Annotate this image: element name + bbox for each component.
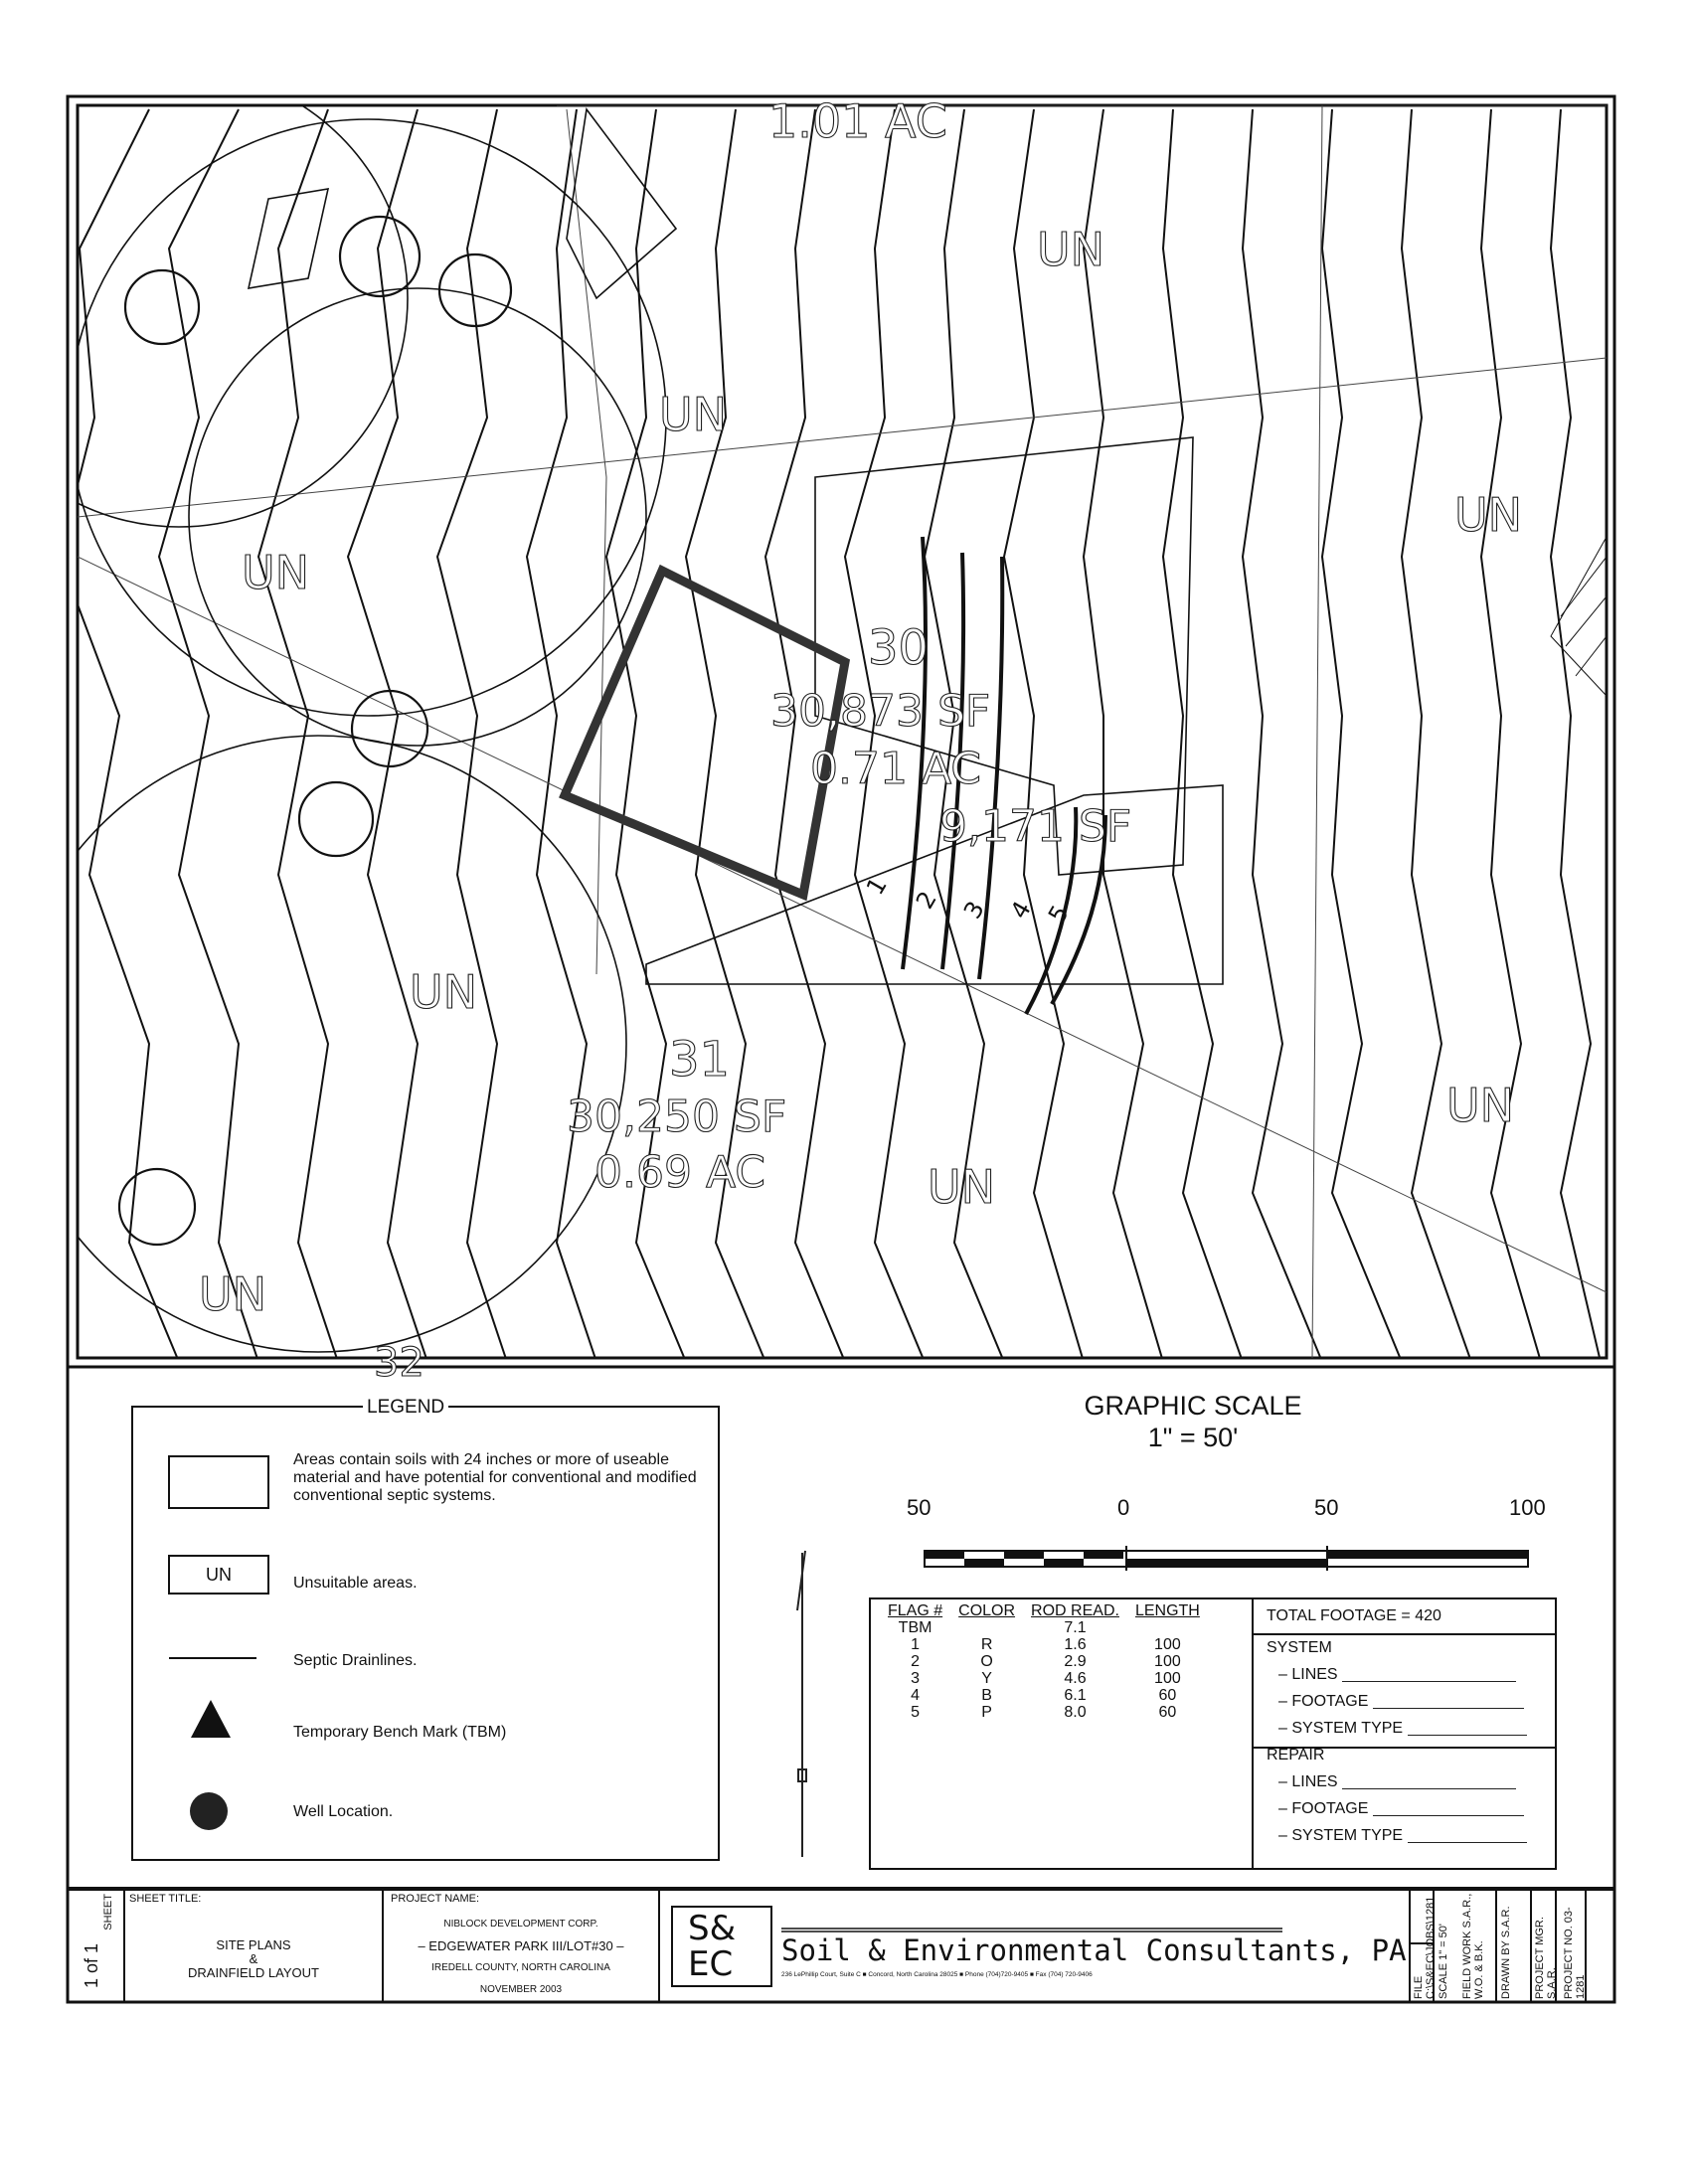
graphic-scale-title — [1074, 1390, 1312, 1453]
rod-cell: 4.6 — [1064, 1670, 1087, 1687]
county: IREDELL COUNTY, NORTH CAROLINA — [431, 1962, 610, 1973]
map-area — [0, 70, 1607, 1386]
flag-table — [880, 1602, 1208, 1721]
lot30-area2: 9,171 SF — [939, 801, 1132, 852]
lot31-sqft: 30,250 SF — [567, 1092, 787, 1142]
system-type-blank — [1408, 1721, 1527, 1736]
length-cell: 60 — [1158, 1687, 1177, 1704]
repair-footage-blank — [1373, 1801, 1524, 1816]
project-name-label: PROJECT NAME: — [391, 1893, 480, 1905]
legend-well-text: Well Location. — [293, 1803, 394, 1820]
repair-label: REPAIR — [1267, 1747, 1325, 1764]
system-label: SYSTEM — [1267, 1639, 1332, 1656]
scale-note: SCALE 1" = 50' — [1438, 1923, 1449, 1999]
length-cell: 100 — [1154, 1670, 1181, 1687]
length-cell — [1127, 1619, 1208, 1636]
color-header: COLOR — [958, 1602, 1016, 1619]
color-cell — [950, 1619, 1023, 1636]
sheet-number: 1 of 1 — [82, 1943, 101, 1989]
total-footage: TOTAL FOOTAGE = 420 — [1267, 1607, 1441, 1624]
flag-header: FLAG # — [888, 1602, 943, 1619]
flag-cell: TBM — [898, 1619, 932, 1636]
logo-bottom: EC — [688, 1944, 734, 1984]
color-cell: O — [980, 1653, 993, 1670]
color-cell: Y — [981, 1670, 992, 1687]
flag-cell: 4 — [911, 1687, 921, 1704]
table-row — [880, 1687, 1208, 1704]
flag-cell: 3 — [911, 1670, 921, 1687]
area-label-un: UN — [410, 965, 478, 1019]
scale-label: 100 — [1509, 1495, 1546, 1520]
rod-cell: 1.6 — [1064, 1636, 1087, 1653]
drainline-number: 5 — [1042, 900, 1075, 927]
table-row — [880, 1704, 1208, 1721]
file-path: FILE C:\S&EC\JOBS\1281 — [1413, 1896, 1437, 1999]
repair-lines-blank — [1342, 1774, 1516, 1789]
flag-cell: 5 — [911, 1704, 921, 1721]
lot31-number: 31 — [669, 1032, 731, 1088]
scale-title: GRAPHIC SCALE — [1084, 1391, 1302, 1421]
north-arrow-icon — [797, 1551, 806, 1857]
area-label-un: UN — [199, 1267, 267, 1321]
sheet-title-line: SITE PLANS — [216, 1937, 291, 1952]
table-row — [880, 1653, 1208, 1670]
scale-ratio: 1" = 50' — [1147, 1423, 1239, 1452]
repair-type-blank — [1408, 1828, 1527, 1843]
length-cell: 60 — [1158, 1704, 1177, 1721]
legend-drainline-text: Septic Drainlines. — [293, 1652, 418, 1669]
table-row — [880, 1619, 1208, 1636]
legend-title: LEGEND — [363, 1397, 448, 1419]
lot31-acres: 0.69 AC — [594, 1147, 766, 1198]
drawn-by: DRAWN BY S.A.R. — [1500, 1906, 1512, 1999]
sheet-label: SHEET — [102, 1894, 114, 1931]
system-footage-label: – FOOTAGE — [1278, 1693, 1369, 1710]
rod-read-header: ROD READ. — [1031, 1602, 1119, 1619]
sheet-title-line: DRAINFIELD LAYOUT — [188, 1965, 319, 1980]
rod-cell: 6.1 — [1064, 1687, 1087, 1704]
logo-top: S& — [688, 1909, 737, 1948]
table-row — [880, 1636, 1208, 1653]
flag-cell: 2 — [911, 1653, 921, 1670]
legend-usable-symbol — [169, 1456, 268, 1508]
lot30-sqft: 30,873 SF — [770, 686, 991, 737]
graphic-scale-bar — [925, 1546, 1528, 1571]
sheet-title-line: & — [249, 1951, 258, 1966]
setback-circles — [0, 70, 666, 1352]
sheet-title — [124, 1938, 383, 1980]
area-label-un: UN — [242, 546, 310, 599]
client-name: NIBLOCK DEVELOPMENT CORP. — [443, 1919, 598, 1930]
footage-summary — [1255, 1598, 1553, 1849]
area-label-un: UN — [1454, 488, 1523, 542]
company-name: Soil & Environmental Consultants, PA — [781, 1933, 1407, 1967]
project-date: NOVEMBER 2003 — [479, 1984, 563, 1995]
well-circles — [119, 217, 511, 1245]
sheet-title-label: SHEET TITLE: — [129, 1893, 202, 1905]
drainline-number: 3 — [957, 896, 990, 924]
legend-tbm-text: Temporary Bench Mark (TBM) — [293, 1724, 507, 1741]
legend-un-symbol-label: UN — [206, 1565, 232, 1585]
area-label-top: 1.01 AC — [768, 94, 947, 148]
table-row — [880, 1670, 1208, 1687]
repair-type-label: – SYSTEM TYPE — [1278, 1827, 1404, 1844]
scale-label: 50 — [1314, 1495, 1339, 1520]
lot30-acres: 0.71 AC — [810, 744, 982, 794]
drainline-number: 2 — [910, 886, 942, 914]
lot32-label: 32 — [374, 1340, 424, 1386]
field-work: FIELD WORK S.A.R., W.O. & B.K. — [1461, 1893, 1485, 1999]
scale-label: 0 — [1117, 1495, 1130, 1520]
triangle-icon — [191, 1700, 231, 1738]
length-cell: 100 — [1154, 1636, 1181, 1653]
length-header: LENGTH — [1134, 1602, 1200, 1619]
project-manager: PROJECT MGR. S.A.R. — [1534, 1917, 1558, 1999]
drainline-number: 1 — [860, 872, 893, 900]
project-name: – EDGEWATER PARK III/LOT#30 – — [418, 1938, 624, 1953]
well-circle-icon — [190, 1792, 228, 1830]
repair-lines-label: – LINES — [1278, 1773, 1338, 1790]
repair-footage-label: – FOOTAGE — [1278, 1800, 1369, 1817]
rod-cell: 7.1 — [1064, 1619, 1087, 1636]
length-cell: 100 — [1154, 1653, 1181, 1670]
rod-cell: 2.9 — [1064, 1653, 1087, 1670]
drainline-numbers — [861, 873, 1075, 927]
rod-cell: 8.0 — [1064, 1704, 1087, 1721]
legend-usable-text: Areas contain soils with 24 inches or more of useable material and have potential for conventional and modified conventional septic systems. — [293, 1451, 697, 1504]
system-footage-blank — [1373, 1694, 1524, 1709]
flag-cell: 1 — [911, 1636, 921, 1653]
drainline-number: 4 — [1004, 896, 1037, 924]
project-number: PROJECT NO. 03-1281 — [1563, 1907, 1587, 1999]
area-label-un: UN — [928, 1160, 996, 1214]
legend-unsuitable-text: Unsuitable areas. — [293, 1575, 418, 1592]
color-cell: R — [980, 1636, 993, 1653]
system-type-label: – SYSTEM TYPE — [1278, 1720, 1404, 1737]
color-cell: B — [981, 1687, 992, 1704]
system-lines-label: – LINES — [1278, 1666, 1338, 1683]
color-cell: P — [981, 1704, 992, 1721]
lot30-number: 30 — [868, 620, 930, 676]
system-lines-blank — [1342, 1667, 1516, 1682]
company-logo — [688, 1911, 736, 1982]
company-address: 236 LePhillip Court, Suite C ■ Concord, North Carolina 28025 ■ Phone (704)720-9405 ■ Fax (704) 720-9406 — [781, 1971, 1093, 1978]
area-label-un: UN — [659, 388, 728, 441]
project-info — [383, 1914, 659, 2001]
area-label-un: UN — [1446, 1079, 1515, 1132]
scale-label: 50 — [907, 1495, 932, 1520]
area-label-un: UN — [1037, 223, 1105, 276]
